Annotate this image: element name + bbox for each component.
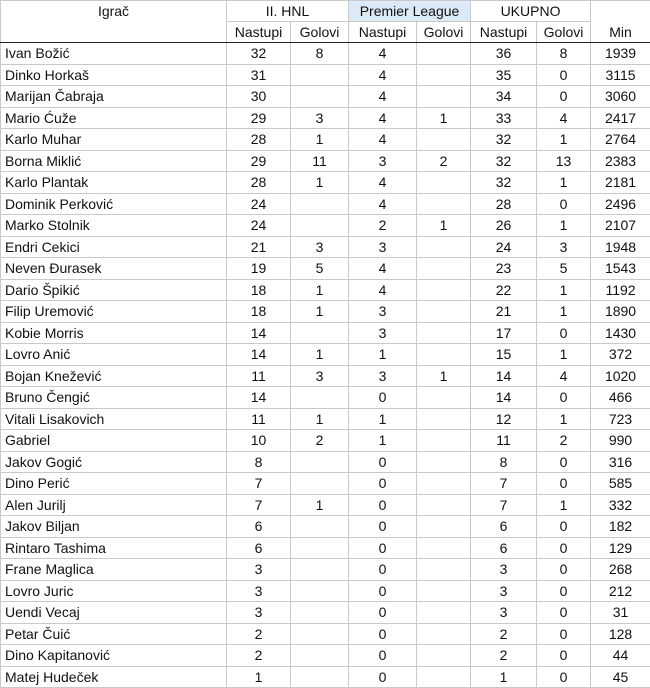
- pl-golovi-cell: [417, 322, 471, 344]
- hnl-nastupi-cell: 3: [227, 602, 291, 624]
- pl-nastupi-cell: 0: [349, 473, 417, 495]
- pl-golovi-cell: [417, 301, 471, 323]
- hnl-golovi-cell: [291, 451, 349, 473]
- hnl-nastupi-cell: 30: [227, 86, 291, 108]
- ukupno-nastupi-cell: 3: [471, 559, 537, 581]
- hnl-nastupi-cell: 28: [227, 129, 291, 151]
- player-name-cell: Frane Maglica: [1, 559, 227, 581]
- ukupno-golovi-cell: 1: [537, 494, 591, 516]
- minutes-cell: 2496: [591, 193, 650, 215]
- hnl-golovi-cell: 11: [291, 150, 349, 172]
- pl-golovi-cell: [417, 623, 471, 645]
- pl-golovi-cell: [417, 43, 471, 65]
- table-row: [1, 193, 650, 215]
- hnl-nastupi-cell: 32: [227, 43, 291, 65]
- hnl-nastupi-cell: 21: [227, 236, 291, 258]
- ukupno-nastupi-cell: 7: [471, 473, 537, 495]
- minutes-cell: 1020: [591, 365, 650, 387]
- hnl-nastupi-cell: 14: [227, 322, 291, 344]
- header-hnl-nastupi: Nastupi: [227, 22, 291, 43]
- pl-nastupi-cell: 0: [349, 516, 417, 538]
- minutes-cell: 129: [591, 537, 650, 559]
- ukupno-nastupi-cell: 36: [471, 43, 537, 65]
- table-row: [1, 43, 650, 65]
- ukupno-nastupi-cell: 28: [471, 193, 537, 215]
- table-row: [1, 602, 650, 624]
- minutes-cell: 1543: [591, 258, 650, 280]
- pl-nastupi-cell: 0: [349, 494, 417, 516]
- table-row: [1, 666, 650, 688]
- pl-golovi-cell: [417, 602, 471, 624]
- pl-nastupi-cell: 1: [349, 344, 417, 366]
- hnl-nastupi-cell: 28: [227, 172, 291, 194]
- ukupno-golovi-cell: 0: [537, 387, 591, 409]
- ukupno-golovi-cell: 0: [537, 559, 591, 581]
- table-row: [1, 516, 650, 538]
- ukupno-golovi-cell: 1: [537, 301, 591, 323]
- minutes-cell: 44: [591, 645, 650, 667]
- hnl-golovi-cell: [291, 559, 349, 581]
- hnl-nastupi-cell: 24: [227, 215, 291, 237]
- hnl-golovi-cell: [291, 602, 349, 624]
- pl-nastupi-cell: 4: [349, 64, 417, 86]
- player-name-cell: Jakov Biljan: [1, 516, 227, 538]
- hnl-nastupi-cell: 14: [227, 387, 291, 409]
- hnl-golovi-cell: 1: [291, 129, 349, 151]
- table-row: [1, 365, 650, 387]
- pl-nastupi-cell: 0: [349, 666, 417, 688]
- ukupno-golovi-cell: 0: [537, 516, 591, 538]
- player-name-cell: Filip Uremović: [1, 301, 227, 323]
- ukupno-golovi-cell: 1: [537, 344, 591, 366]
- table-row: [1, 172, 650, 194]
- player-name-cell: Mario Ćuže: [1, 107, 227, 129]
- hnl-nastupi-cell: 18: [227, 301, 291, 323]
- minutes-cell: 2764: [591, 129, 650, 151]
- player-name-cell: Vitali Lisakovich: [1, 408, 227, 430]
- pl-nastupi-cell: 0: [349, 537, 417, 559]
- hnl-golovi-cell: [291, 64, 349, 86]
- player-name-cell: Kobie Morris: [1, 322, 227, 344]
- hnl-golovi-cell: 1: [291, 279, 349, 301]
- table-row: [1, 64, 650, 86]
- hnl-nastupi-cell: 7: [227, 494, 291, 516]
- ukupno-nastupi-cell: 6: [471, 516, 537, 538]
- hnl-nastupi-cell: 29: [227, 107, 291, 129]
- minutes-cell: 372: [591, 344, 650, 366]
- ukupno-golovi-cell: 1: [537, 172, 591, 194]
- ukupno-nastupi-cell: 6: [471, 537, 537, 559]
- player-name-cell: Endri Cekici: [1, 236, 227, 258]
- player-name-cell: Karlo Plantak: [1, 172, 227, 194]
- player-name-cell: Borna Miklić: [1, 150, 227, 172]
- pl-golovi-cell: [417, 516, 471, 538]
- player-name-cell: Marijan Čabraja: [1, 86, 227, 108]
- header-pl-nastupi: Nastupi: [349, 22, 417, 43]
- pl-nastupi-cell: 3: [349, 150, 417, 172]
- ukupno-golovi-cell: 0: [537, 537, 591, 559]
- player-name-cell: Dominik Perković: [1, 193, 227, 215]
- ukupno-golovi-cell: 0: [537, 645, 591, 667]
- pl-golovi-cell: [417, 86, 471, 108]
- hnl-nastupi-cell: 24: [227, 193, 291, 215]
- player-name-cell: Karlo Muhar: [1, 129, 227, 151]
- table-row: [1, 279, 650, 301]
- hnl-golovi-cell: 3: [291, 107, 349, 129]
- ukupno-nastupi-cell: 14: [471, 365, 537, 387]
- pl-golovi-cell: [417, 387, 471, 409]
- table-row: [1, 258, 650, 280]
- table-row: [1, 344, 650, 366]
- pl-nastupi-cell: 4: [349, 193, 417, 215]
- header-pl-golovi: Golovi: [417, 22, 471, 43]
- table-row: [1, 107, 650, 129]
- ukupno-nastupi-cell: 2: [471, 645, 537, 667]
- hnl-nastupi-cell: 8: [227, 451, 291, 473]
- hnl-golovi-cell: 1: [291, 172, 349, 194]
- pl-golovi-cell: 1: [417, 107, 471, 129]
- table-row: [1, 623, 650, 645]
- pl-nastupi-cell: 1: [349, 408, 417, 430]
- pl-golovi-cell: [417, 580, 471, 602]
- player-name-cell: Gabriel: [1, 430, 227, 452]
- ukupno-golovi-cell: 0: [537, 580, 591, 602]
- minutes-cell: 128: [591, 623, 650, 645]
- table-row: [1, 322, 650, 344]
- table-row: [1, 301, 650, 323]
- ukupno-nastupi-cell: 22: [471, 279, 537, 301]
- player-name-cell: Dino Kapitanović: [1, 645, 227, 667]
- hnl-golovi-cell: 2: [291, 430, 349, 452]
- player-name-cell: Petar Čuić: [1, 623, 227, 645]
- pl-nastupi-cell: 3: [349, 236, 417, 258]
- player-name-cell: Matej Hudeček: [1, 666, 227, 688]
- ukupno-golovi-cell: 8: [537, 43, 591, 65]
- pl-nastupi-cell: 0: [349, 580, 417, 602]
- hnl-nastupi-cell: 6: [227, 516, 291, 538]
- header-uk-golovi: Golovi: [537, 22, 591, 43]
- hnl-golovi-cell: [291, 322, 349, 344]
- ukupno-golovi-cell: 1: [537, 279, 591, 301]
- table-body: [1, 43, 650, 688]
- ukupno-nastupi-cell: 1: [471, 666, 537, 688]
- pl-nastupi-cell: 4: [349, 258, 417, 280]
- hnl-nastupi-cell: 14: [227, 344, 291, 366]
- pl-golovi-cell: [417, 236, 471, 258]
- minutes-cell: 2383: [591, 150, 650, 172]
- ukupno-golovi-cell: 0: [537, 602, 591, 624]
- pl-nastupi-cell: 4: [349, 86, 417, 108]
- hnl-golovi-cell: [291, 537, 349, 559]
- minutes-cell: 316: [591, 451, 650, 473]
- ukupno-nastupi-cell: 17: [471, 322, 537, 344]
- hnl-golovi-cell: 8: [291, 43, 349, 65]
- pl-golovi-cell: [417, 645, 471, 667]
- pl-nastupi-cell: 4: [349, 279, 417, 301]
- pl-nastupi-cell: 4: [349, 107, 417, 129]
- player-name-cell: Lovro Anić: [1, 344, 227, 366]
- table-row: [1, 451, 650, 473]
- hnl-nastupi-cell: 7: [227, 473, 291, 495]
- minutes-cell: 268: [591, 559, 650, 581]
- pl-nastupi-cell: 2: [349, 215, 417, 237]
- ukupno-nastupi-cell: 15: [471, 344, 537, 366]
- table-row: [1, 129, 650, 151]
- ukupno-golovi-cell: 1: [537, 408, 591, 430]
- table-row: [1, 150, 650, 172]
- minutes-cell: 1890: [591, 301, 650, 323]
- pl-nastupi-cell: 0: [349, 387, 417, 409]
- minutes-cell: 723: [591, 408, 650, 430]
- pl-golovi-cell: [417, 451, 471, 473]
- pl-golovi-cell: [417, 537, 471, 559]
- hnl-golovi-cell: 3: [291, 365, 349, 387]
- hnl-golovi-cell: [291, 666, 349, 688]
- hnl-nastupi-cell: 18: [227, 279, 291, 301]
- hnl-golovi-cell: 3: [291, 236, 349, 258]
- ukupno-golovi-cell: 4: [537, 365, 591, 387]
- minutes-cell: 332: [591, 494, 650, 516]
- ukupno-nastupi-cell: 32: [471, 150, 537, 172]
- ukupno-nastupi-cell: 34: [471, 86, 537, 108]
- ukupno-golovi-cell: 0: [537, 322, 591, 344]
- minutes-cell: 1192: [591, 279, 650, 301]
- minutes-cell: 466: [591, 387, 650, 409]
- table-row: [1, 408, 650, 430]
- pl-golovi-cell: 1: [417, 365, 471, 387]
- minutes-cell: 1430: [591, 322, 650, 344]
- ukupno-nastupi-cell: 14: [471, 387, 537, 409]
- hnl-nastupi-cell: 3: [227, 580, 291, 602]
- table-row: [1, 580, 650, 602]
- hnl-golovi-cell: [291, 387, 349, 409]
- ukupno-nastupi-cell: 12: [471, 408, 537, 430]
- ukupno-golovi-cell: 5: [537, 258, 591, 280]
- hnl-golovi-cell: 1: [291, 408, 349, 430]
- hnl-golovi-cell: [291, 215, 349, 237]
- hnl-nastupi-cell: 2: [227, 623, 291, 645]
- pl-nastupi-cell: 0: [349, 623, 417, 645]
- ukupno-nastupi-cell: 32: [471, 172, 537, 194]
- minutes-cell: 31: [591, 602, 650, 624]
- pl-golovi-cell: 2: [417, 150, 471, 172]
- hnl-nastupi-cell: 10: [227, 430, 291, 452]
- hnl-golovi-cell: [291, 516, 349, 538]
- hnl-nastupi-cell: 1: [227, 666, 291, 688]
- minutes-cell: 212: [591, 580, 650, 602]
- pl-golovi-cell: [417, 666, 471, 688]
- ukupno-golovi-cell: 4: [537, 107, 591, 129]
- pl-golovi-cell: [417, 473, 471, 495]
- hnl-nastupi-cell: 11: [227, 365, 291, 387]
- pl-nastupi-cell: 3: [349, 365, 417, 387]
- ukupno-nastupi-cell: 3: [471, 580, 537, 602]
- pl-golovi-cell: 1: [417, 215, 471, 237]
- pl-golovi-cell: [417, 344, 471, 366]
- hnl-golovi-cell: [291, 193, 349, 215]
- hnl-nastupi-cell: 3: [227, 559, 291, 581]
- pl-nastupi-cell: 4: [349, 129, 417, 151]
- hnl-nastupi-cell: 11: [227, 408, 291, 430]
- pl-nastupi-cell: 3: [349, 301, 417, 323]
- hnl-golovi-cell: [291, 623, 349, 645]
- pl-nastupi-cell: 0: [349, 645, 417, 667]
- ukupno-nastupi-cell: 24: [471, 236, 537, 258]
- ukupno-golovi-cell: 0: [537, 623, 591, 645]
- hnl-golovi-cell: [291, 86, 349, 108]
- pl-golovi-cell: [417, 64, 471, 86]
- hnl-golovi-cell: [291, 645, 349, 667]
- minutes-cell: 2181: [591, 172, 650, 194]
- table-row: [1, 430, 650, 452]
- pl-nastupi-cell: 0: [349, 602, 417, 624]
- player-name-cell: Neven Đurasek: [1, 258, 227, 280]
- player-name-cell: Ivan Božić: [1, 43, 227, 65]
- ukupno-nastupi-cell: 35: [471, 64, 537, 86]
- minutes-cell: 990: [591, 430, 650, 452]
- ukupno-golovi-cell: 13: [537, 150, 591, 172]
- player-name-cell: Dario Špikić: [1, 279, 227, 301]
- pl-nastupi-cell: 0: [349, 451, 417, 473]
- pl-golovi-cell: [417, 494, 471, 516]
- player-name-cell: Alen Jurilj: [1, 494, 227, 516]
- pl-nastupi-cell: 0: [349, 559, 417, 581]
- player-name-cell: Uendi Vecaj: [1, 602, 227, 624]
- hnl-nastupi-cell: 6: [227, 537, 291, 559]
- minutes-cell: 3060: [591, 86, 650, 108]
- hnl-golovi-cell: 5: [291, 258, 349, 280]
- pl-nastupi-cell: 4: [349, 43, 417, 65]
- ukupno-nastupi-cell: 7: [471, 494, 537, 516]
- pl-golovi-cell: [417, 129, 471, 151]
- hnl-golovi-cell: 1: [291, 494, 349, 516]
- ukupno-nastupi-cell: 2: [471, 623, 537, 645]
- table-row: [1, 236, 650, 258]
- pl-golovi-cell: [417, 193, 471, 215]
- hnl-golovi-cell: [291, 473, 349, 495]
- hnl-nastupi-cell: 31: [227, 64, 291, 86]
- table-row: [1, 645, 650, 667]
- table-row: [1, 387, 650, 409]
- player-name-cell: Rintaro Tashima: [1, 537, 227, 559]
- pl-golovi-cell: [417, 430, 471, 452]
- header-row-groups: [1, 1, 650, 22]
- ukupno-golovi-cell: 0: [537, 193, 591, 215]
- pl-nastupi-cell: 3: [349, 322, 417, 344]
- header-ukupno: UKUPNO: [471, 1, 591, 22]
- minutes-cell: 585: [591, 473, 650, 495]
- ukupno-nastupi-cell: 33: [471, 107, 537, 129]
- pl-golovi-cell: [417, 258, 471, 280]
- hnl-golovi-cell: [291, 580, 349, 602]
- hnl-golovi-cell: 1: [291, 344, 349, 366]
- pl-golovi-cell: [417, 172, 471, 194]
- table-row: [1, 215, 650, 237]
- player-name-cell: Marko Stolnik: [1, 215, 227, 237]
- ukupno-nastupi-cell: 11: [471, 430, 537, 452]
- header-hnl-golovi: Golovi: [291, 22, 349, 43]
- ukupno-nastupi-cell: 3: [471, 602, 537, 624]
- player-name-cell: Bruno Čengić: [1, 387, 227, 409]
- ukupno-golovi-cell: 2: [537, 430, 591, 452]
- minutes-cell: 3115: [591, 64, 650, 86]
- player-name-cell: Dinko Horkaš: [1, 64, 227, 86]
- table-row: [1, 559, 650, 581]
- ukupno-nastupi-cell: 23: [471, 258, 537, 280]
- pl-nastupi-cell: 4: [349, 172, 417, 194]
- minutes-cell: 1939: [591, 43, 650, 65]
- ukupno-nastupi-cell: 26: [471, 215, 537, 237]
- ukupno-golovi-cell: 0: [537, 64, 591, 86]
- ukupno-golovi-cell: 0: [537, 666, 591, 688]
- ukupno-golovi-cell: 1: [537, 129, 591, 151]
- pl-golovi-cell: [417, 559, 471, 581]
- ukupno-golovi-cell: 1: [537, 215, 591, 237]
- table-row: [1, 494, 650, 516]
- pl-golovi-cell: [417, 408, 471, 430]
- ukupno-golovi-cell: 3: [537, 236, 591, 258]
- ukupno-golovi-cell: 0: [537, 86, 591, 108]
- table-row: [1, 537, 650, 559]
- player-name-cell: Dino Perić: [1, 473, 227, 495]
- minutes-cell: 1948: [591, 236, 650, 258]
- hnl-nastupi-cell: 19: [227, 258, 291, 280]
- header-uk-nastupi: Nastupi: [471, 22, 537, 43]
- table-row: [1, 86, 650, 108]
- table-row: [1, 473, 650, 495]
- pl-golovi-cell: [417, 279, 471, 301]
- hnl-nastupi-cell: 29: [227, 150, 291, 172]
- ukupno-nastupi-cell: 32: [471, 129, 537, 151]
- minutes-cell: 2107: [591, 215, 650, 237]
- player-name-cell: Lovro Juric: [1, 580, 227, 602]
- ukupno-nastupi-cell: 21: [471, 301, 537, 323]
- header-hnl: II. HNL: [227, 1, 349, 22]
- header-igrac: Igrač: [1, 1, 227, 43]
- hnl-golovi-cell: 1: [291, 301, 349, 323]
- header-premier-league: Premier League: [349, 1, 471, 22]
- hnl-nastupi-cell: 2: [227, 645, 291, 667]
- player-name-cell: Jakov Gogić: [1, 451, 227, 473]
- minutes-cell: 45: [591, 666, 650, 688]
- minutes-cell: 182: [591, 516, 650, 538]
- ukupno-golovi-cell: 0: [537, 473, 591, 495]
- minutes-cell: 2417: [591, 107, 650, 129]
- ukupno-nastupi-cell: 8: [471, 451, 537, 473]
- ukupno-golovi-cell: 0: [537, 451, 591, 473]
- header-min: Min: [591, 1, 650, 43]
- pl-nastupi-cell: 1: [349, 430, 417, 452]
- player-name-cell: Bojan Knežević: [1, 365, 227, 387]
